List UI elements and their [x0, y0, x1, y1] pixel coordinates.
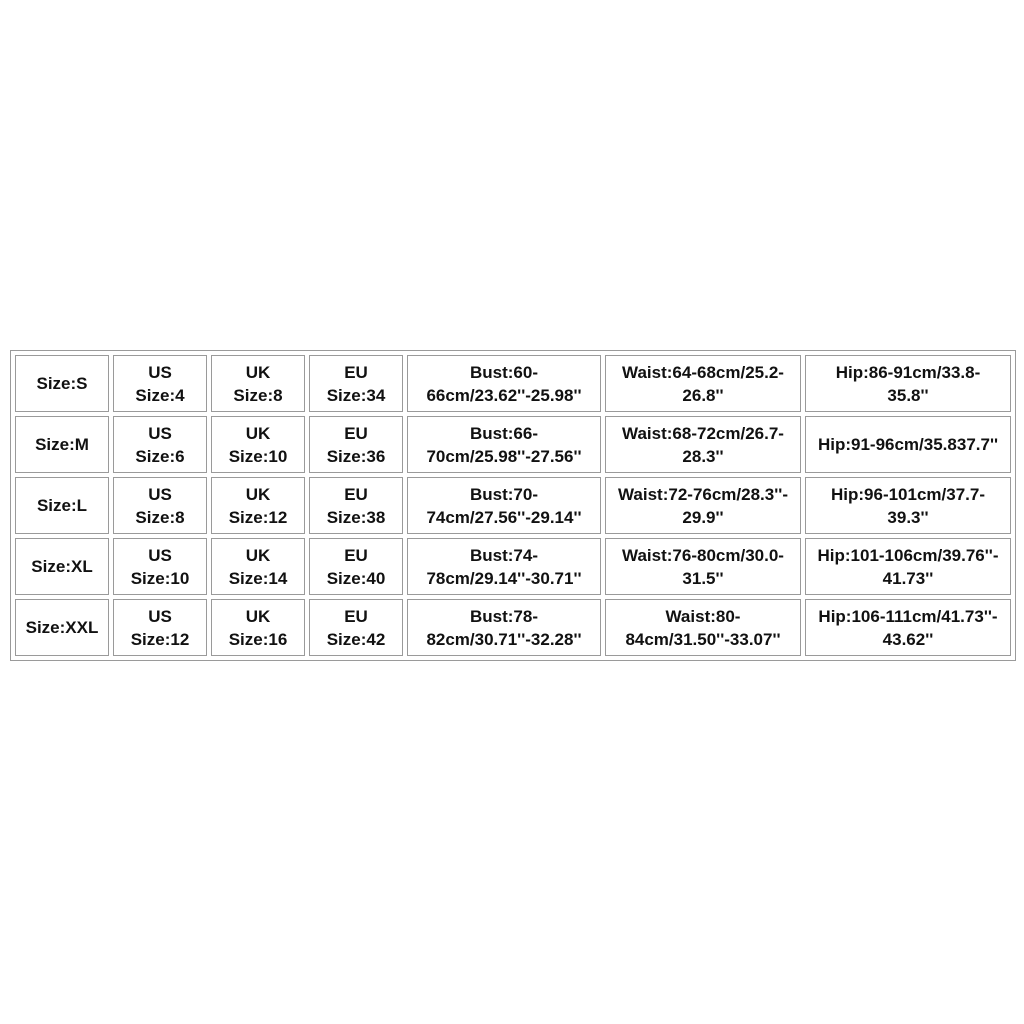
size-cell: Size:XXL: [15, 599, 109, 656]
us-size-cell: US Size:4: [113, 355, 207, 412]
eu-size-cell: EU Size:42: [309, 599, 403, 656]
waist-cell: Waist:72-76cm/28.3''- 29.9'': [605, 477, 801, 534]
hip-cell: Hip:96-101cm/37.7- 39.3'': [805, 477, 1011, 534]
bust-cell: Bust:74- 78cm/29.14''-30.71'': [407, 538, 601, 595]
uk-size-cell: UK Size:8: [211, 355, 305, 412]
uk-size-cell: UK Size:10: [211, 416, 305, 473]
bust-cell: Bust:60- 66cm/23.62''-25.98'': [407, 355, 601, 412]
size-cell: Size:M: [15, 416, 109, 473]
us-size-cell: US Size:10: [113, 538, 207, 595]
table-row: [15, 416, 1011, 473]
table-row: [15, 477, 1011, 534]
size-chart-body: [15, 355, 1011, 656]
size-chart-table: [10, 350, 1016, 661]
us-size-cell: US Size:6: [113, 416, 207, 473]
eu-size-cell: EU Size:36: [309, 416, 403, 473]
hip-cell: Hip:106-111cm/41.73''- 43.62'': [805, 599, 1011, 656]
us-size-cell: US Size:8: [113, 477, 207, 534]
hip-cell: Hip:86-91cm/33.8- 35.8'': [805, 355, 1011, 412]
waist-cell: Waist:76-80cm/30.0- 31.5'': [605, 538, 801, 595]
uk-size-cell: UK Size:12: [211, 477, 305, 534]
bust-cell: Bust:70- 74cm/27.56''-29.14'': [407, 477, 601, 534]
eu-size-cell: EU Size:38: [309, 477, 403, 534]
uk-size-cell: UK Size:16: [211, 599, 305, 656]
size-cell: Size:L: [15, 477, 109, 534]
table-row: [15, 355, 1011, 412]
waist-cell: Waist:68-72cm/26.7- 28.3'': [605, 416, 801, 473]
hip-cell: Hip:91-96cm/35.837.7'': [805, 416, 1011, 473]
eu-size-cell: EU Size:34: [309, 355, 403, 412]
hip-cell: Hip:101-106cm/39.76''- 41.73'': [805, 538, 1011, 595]
table-row: [15, 538, 1011, 595]
uk-size-cell: UK Size:14: [211, 538, 305, 595]
size-cell: Size:XL: [15, 538, 109, 595]
bust-cell: Bust:78- 82cm/30.71''-32.28'': [407, 599, 601, 656]
table-row: [15, 599, 1011, 656]
waist-cell: Waist:80- 84cm/31.50''-33.07'': [605, 599, 801, 656]
eu-size-cell: EU Size:40: [309, 538, 403, 595]
waist-cell: Waist:64-68cm/25.2- 26.8'': [605, 355, 801, 412]
size-cell: Size:S: [15, 355, 109, 412]
us-size-cell: US Size:12: [113, 599, 207, 656]
bust-cell: Bust:66- 70cm/25.98''-27.56'': [407, 416, 601, 473]
